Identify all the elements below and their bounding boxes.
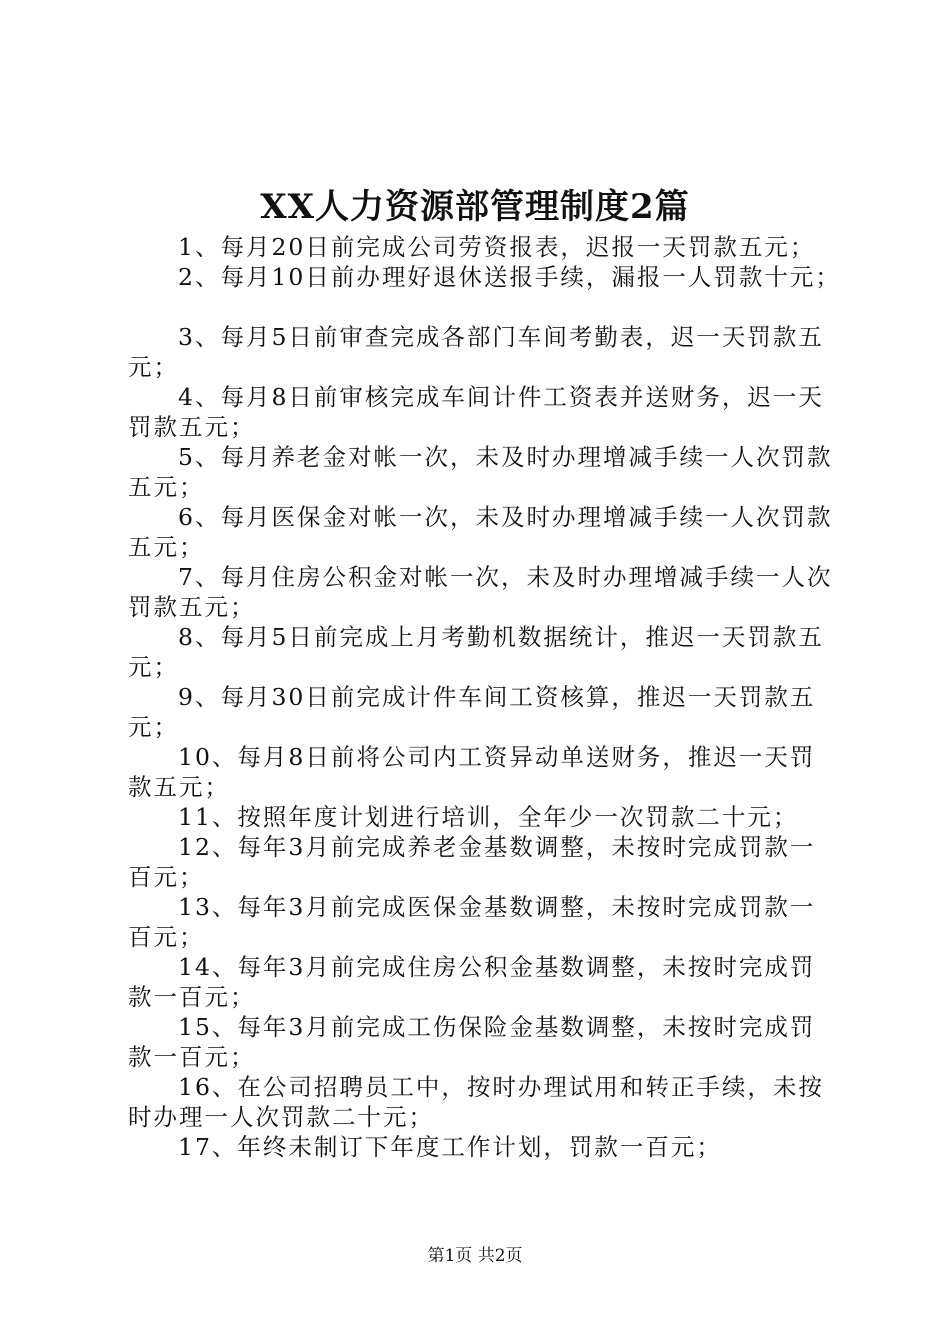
list-item — [128, 832, 840, 892]
list-item — [128, 742, 840, 802]
item-text: 5、每月养老金对帐一次，未及时办理增减手续一人次罚款 — [178, 443, 833, 471]
list-item — [128, 682, 840, 742]
item-text-continuation: 罚款五元； — [128, 413, 256, 441]
list-item — [128, 322, 840, 382]
item-text: 12、每年3月前完成养老金基数调整，未按时完成罚款一 — [178, 833, 816, 861]
item-text-continuation: 元； — [128, 353, 179, 381]
item-text: 4、每月8日前审核完成车间计件工资表并送财务，迟一天 — [178, 383, 824, 411]
item-text-continuation: 百元； — [128, 863, 205, 891]
list-item — [128, 1132, 840, 1162]
item-text: 2、每月10日前办理好退休送报手续，漏报一人罚款十元； — [178, 263, 841, 291]
item-text: 1、每月20日前完成公司劳资报表，迟报一天罚款五元； — [178, 233, 816, 261]
item-text: 16、在公司招聘员工中，按时办理试用和转正手续，未按 — [178, 1073, 824, 1101]
item-text-continuation: 罚款五元； — [128, 593, 256, 621]
list-item — [128, 232, 840, 262]
item-text-continuation: 五元； — [128, 533, 205, 561]
list-item — [128, 502, 840, 562]
item-text: 15、每年3月前完成工伤保险金基数调整，未按时完成罚 — [178, 1013, 816, 1041]
item-text-continuation: 百元； — [128, 923, 205, 951]
item-text: 9、每月30日前完成计件车间工资核算，推迟一天罚款五 — [178, 683, 816, 711]
item-text-continuation: 元； — [128, 713, 179, 741]
item-text-continuation: 款一百元； — [128, 983, 256, 1011]
item-text-continuation: 时办理一人次罚款二十元； — [128, 1103, 434, 1131]
list-item — [128, 262, 840, 292]
page-title: XX人力资源部管理制度2篇 — [260, 187, 690, 227]
list-item — [128, 952, 840, 1012]
page-footer — [0, 1244, 950, 1268]
item-text: 14、每年3月前完成住房公积金基数调整，未按时完成罚 — [178, 953, 816, 981]
item-text-continuation: 款一百元； — [128, 1043, 256, 1071]
list-item — [128, 562, 840, 622]
item-text-continuation: 款五元； — [128, 773, 230, 801]
list-item — [128, 892, 840, 952]
list-item — [128, 1012, 840, 1072]
item-text: 10、每月8日前将公司内工资异动单送财务，推迟一天罚 — [178, 743, 816, 771]
item-text: 3、每月5日前审查完成各部门车间考勤表，迟一天罚款五 — [178, 323, 824, 351]
list-item — [128, 622, 840, 682]
item-text: 13、每年3月前完成医保金基数调整，未按时完成罚款一 — [178, 893, 816, 921]
list-item — [128, 802, 840, 832]
item-text: 8、每月5日前完成上月考勤机数据统计，推迟一天罚款五 — [178, 623, 824, 651]
item-text: 6、每月医保金对帐一次，未及时办理增减手续一人次罚款 — [178, 503, 833, 531]
page-number: 第1页 共2页 — [427, 1246, 523, 1266]
list-item — [128, 442, 840, 502]
item-text: 7、每月住房公积金对帐一次，未及时办理增减手续一人次 — [178, 563, 833, 591]
item-text-continuation: 五元； — [128, 473, 205, 501]
list-item — [128, 382, 840, 442]
item-text: 11、按照年度计划进行培训，全年少一次罚款二十元； — [178, 803, 799, 831]
item-text-continuation: 元； — [128, 653, 179, 681]
list-item — [128, 1072, 840, 1132]
regulation-list — [128, 232, 840, 1162]
item-text: 17、年终未制订下年度工作计划，罚款一百元； — [178, 1133, 722, 1161]
